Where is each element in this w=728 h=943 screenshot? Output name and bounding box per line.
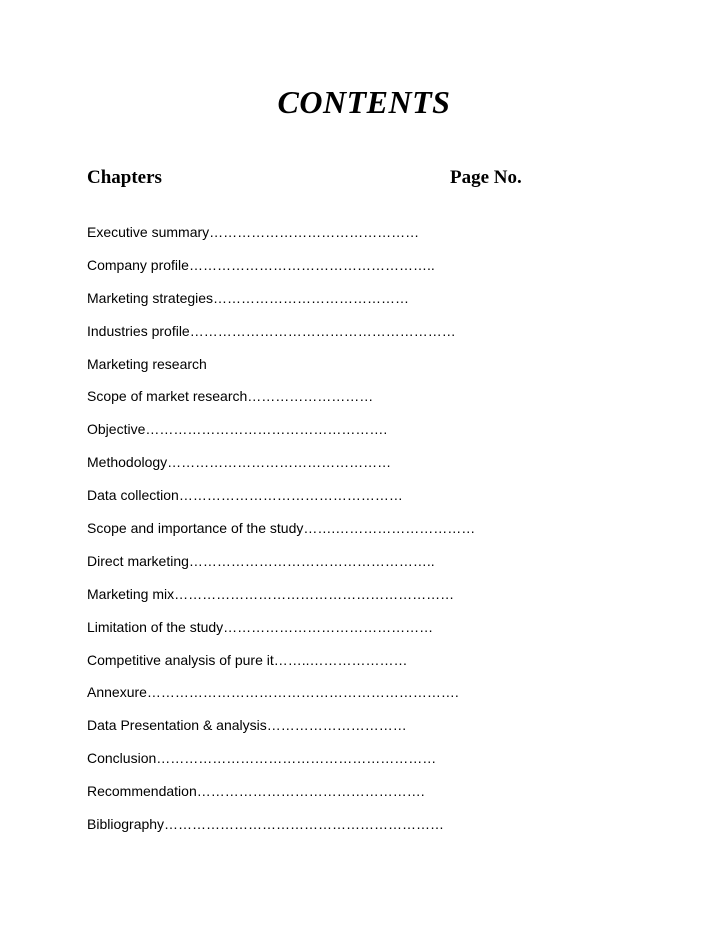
toc-entry: Data collection………………………………………… <box>87 487 403 504</box>
page-title: CONTENTS <box>277 84 451 120</box>
toc-entry: Conclusion…………………………………………………… <box>87 750 437 767</box>
toc-entry: Industries profile………………………………………………… <box>87 322 456 339</box>
toc-entry: Scope and importance of the study…….………………………… <box>87 520 476 537</box>
table-of-contents <box>87 220 475 845</box>
toc-entry: Recommendation…………………………………………. <box>87 783 425 800</box>
toc-entry: Bibliography…………………………………………………… <box>87 816 445 833</box>
toc-entry: Limitation of the study……………………………………… <box>87 618 434 635</box>
toc-entry: Marketing research <box>87 355 207 372</box>
toc-entry: Marketing strategies…………………………………… <box>87 289 410 306</box>
toc-entry: Executive summary……………………………………… <box>87 224 420 240</box>
page-number-header: Page No. <box>450 167 522 188</box>
toc-entry: Marketing mix…………………………………………………… <box>87 585 455 602</box>
toc-entry: Annexure…………………………………………………………. <box>87 684 459 701</box>
toc-entry: Objective……………………………………………. <box>87 421 388 438</box>
chapters-header: Chapters <box>87 167 162 188</box>
toc-entry: Competitive analysis of pure it……..………………… <box>87 651 408 668</box>
toc-entry: Data Presentation & analysis………………………… <box>87 717 407 734</box>
toc-entry: Methodology………………………………………… <box>87 454 392 471</box>
toc-entry: Company profile…………………………………………….. <box>87 256 435 273</box>
toc-entry: Direct marketing…………………………………………….. <box>87 552 435 569</box>
toc-entry: Scope of market research……………………… <box>87 388 374 405</box>
